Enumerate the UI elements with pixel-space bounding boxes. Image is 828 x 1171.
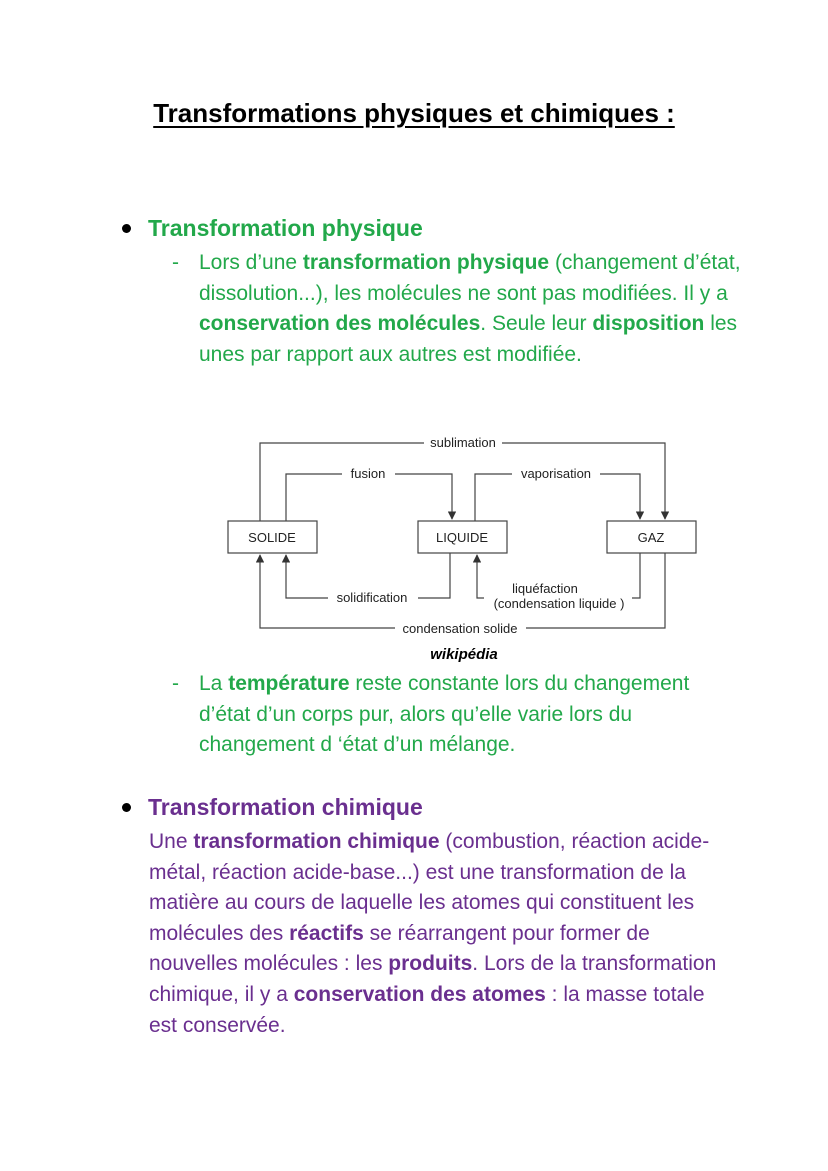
label-liquefaction: liquéfaction: [512, 581, 578, 596]
label-solidification: solidification: [336, 590, 408, 605]
bullet-icon: [122, 224, 131, 233]
heading-chemical-transformation: [122, 794, 423, 821]
vaporisation-arrow: [600, 474, 640, 519]
vaporisation-line: [475, 474, 512, 521]
chemical-paragraph: Une transformation chimique (combustion, réaction acide-métal, réaction acide-base...) est une transformation de la matière au cours de laquelle les atomes qui constituent les molécules des réactifs se réarrangent pour former de nouvelles molécules : les produits. Lors de la transformation chimique, il y a conservation des atomes : la masse totale est conservée.: [149, 830, 717, 1037]
label-condensation-liquide: (condensation liquide ): [493, 596, 625, 611]
physical-paragraph-2-text: La température reste constante lors du changement d’état d’un corps pur, alors qu’elle varie lors du changement d ‘état d’un mélange.: [199, 672, 690, 756]
state-change-diagram: [220, 430, 710, 645]
label-sublimation: sublimation: [430, 435, 496, 450]
physical-paragraph-1: [172, 248, 742, 370]
liquefaction-arrow: [477, 555, 484, 598]
heading-physical-label: Transformation physique: [148, 215, 423, 241]
physical-paragraph-2: [172, 669, 742, 761]
label-vaporisation: vaporisation: [520, 466, 592, 481]
fusion-arrow: [395, 474, 452, 519]
label-gaz: GAZ: [637, 530, 665, 545]
fusion-line: [286, 474, 342, 521]
heading-physical-transformation: [122, 215, 423, 242]
page-title: Transformations physiques et chimiques :: [153, 98, 675, 128]
sublimation-line: [260, 443, 424, 521]
label-solide: SOLIDE: [248, 530, 296, 545]
label-liquide: LIQUIDE: [435, 530, 489, 545]
solidification-line: [418, 553, 450, 598]
liquefaction-line: [632, 553, 640, 598]
solidification-arrow: [286, 555, 328, 598]
label-fusion: fusion: [350, 466, 386, 481]
diagram-source: wikipédia: [430, 646, 498, 663]
dash-marker: -: [172, 672, 179, 695]
label-condensation-solide: condensation solide: [402, 621, 518, 636]
heading-chemical-label: Transformation chimique: [148, 794, 423, 820]
physical-paragraph-1-text: Lors d’une transformation physique (changement d’état, dissolution...), les molécules ne sont pas modifiées. Il y a conservation des molécules. Seule leur disposition les unes par rapport aux autres est modifiée.: [199, 251, 741, 366]
dash-marker: -: [172, 251, 179, 274]
bullet-icon: [122, 803, 131, 812]
